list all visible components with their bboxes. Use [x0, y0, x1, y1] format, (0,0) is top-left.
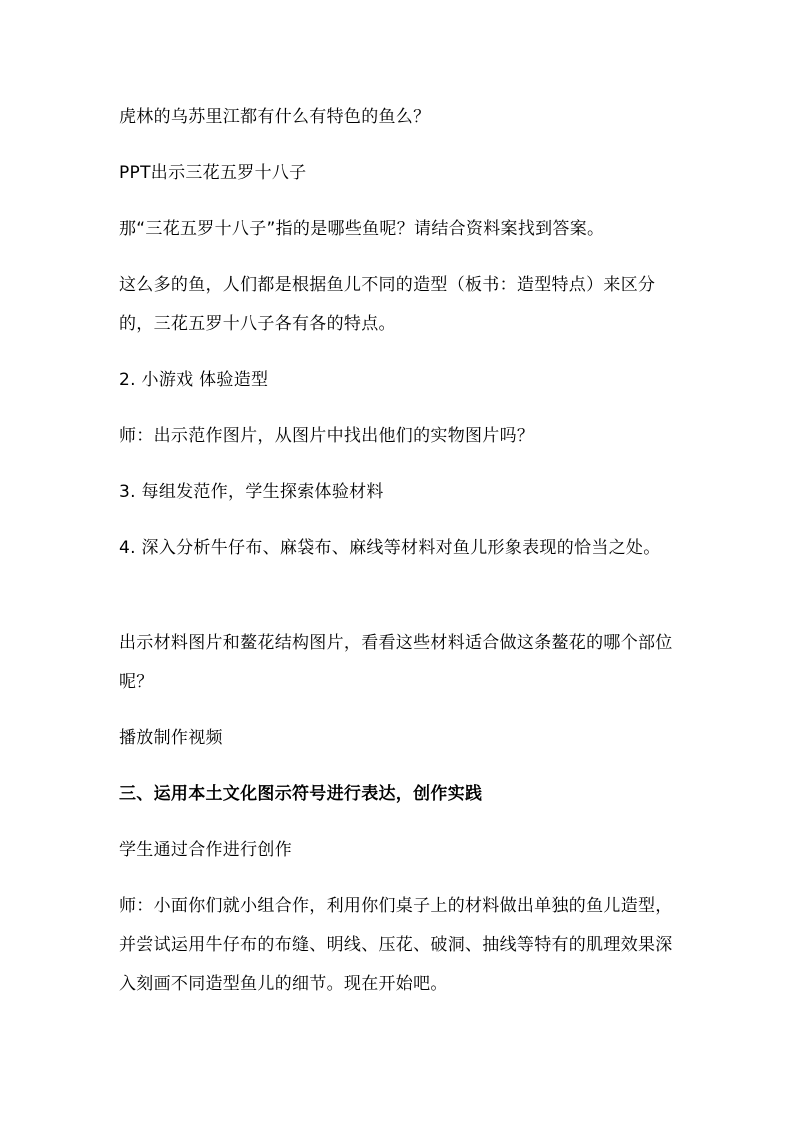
- paragraph-ppt: PPT出示三花五罗十八子: [119, 163, 307, 183]
- section-heading-3: 三、运用本土文化图示符号进行表达，创作实践: [119, 784, 483, 804]
- paragraph-shape-features: 这么多的鱼，人们都是根据鱼儿不同的造型（板书：造型特点）来区分的，三花五罗十八子各有各的特点。: [119, 275, 656, 334]
- paragraph-which-fish: 那“三花五罗十八子”指的是哪些鱼呢？请结合资料案找到答案。: [119, 219, 605, 239]
- paragraph-student-collab: 学生通过合作进行创作: [119, 840, 292, 860]
- paragraph-teacher-instructions: 师：小面你们就小组合作，利用你们桌子上的材料做出单独的鱼儿造型，并尝试运用牛仔布的布缝、明线、压花、破洞、抽线等特有的肌理效果深入刻画不同造型鱼儿的细节。现在开始吧。: [119, 896, 673, 994]
- paragraph-teacher-sample: 师：出示范作图片，从图片中找出他们的实物图片吗？: [119, 426, 535, 446]
- paragraph-play-video: 播放制作视频: [119, 728, 223, 748]
- paragraph-item-2: 2. 小游戏 体验造型: [119, 370, 269, 390]
- paragraph-question-fish: 虎林的乌苏里江都有什么有特色的鱼么？: [119, 107, 431, 127]
- paragraph-material-images: 出示材料图片和鳌花结构图片，看看这些材料适合做这条鳌花的哪个部位呢？: [119, 633, 673, 692]
- paragraph-item-4: 4. 深入分析牛仔布、麻袋布、麻线等材料对鱼儿形象表现的恰当之处。: [119, 538, 661, 558]
- paragraph-item-3: 3. 每组发范作，学生探索体验材料: [119, 482, 384, 502]
